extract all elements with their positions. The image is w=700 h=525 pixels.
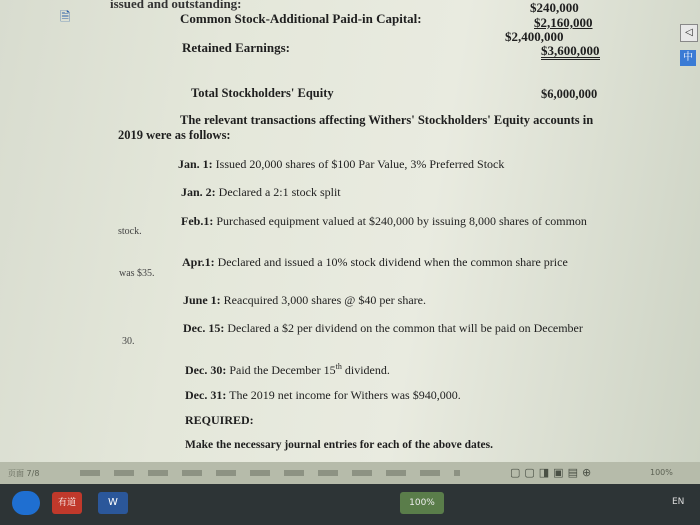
top-amount: $240,000 bbox=[530, 0, 579, 15]
transaction-item bbox=[185, 362, 390, 378]
transaction-date: Apr.1: bbox=[182, 255, 215, 269]
transaction-text: Purchased equipment valued at $240,000 by issuing 8,000 shares of common bbox=[216, 214, 587, 228]
transaction-item bbox=[181, 185, 341, 200]
youdao-app-button[interactable] bbox=[52, 492, 82, 514]
input-method-icon[interactable]: 中 bbox=[680, 50, 696, 66]
transaction-text: Issued 20,000 shares of $100 Par Value, 3% Preferred Stock bbox=[215, 157, 505, 171]
transaction-item bbox=[182, 255, 568, 270]
transaction-date: Dec. 30: bbox=[185, 363, 227, 377]
start-button[interactable] bbox=[12, 491, 40, 515]
zoom-badge-label: 100% bbox=[409, 498, 435, 508]
transaction-item bbox=[181, 214, 587, 229]
ordinal-suffix: th bbox=[335, 362, 342, 371]
retained-earnings-amount: $3,600,000 bbox=[541, 43, 600, 58]
page-indicator[interactable]: 页面 7/8 bbox=[8, 469, 40, 478]
transaction-continuation: stock. bbox=[118, 226, 142, 237]
intro-line-2: 2019 were as follows: bbox=[118, 128, 231, 142]
total-equity-amount: $6,000,000 bbox=[541, 87, 598, 101]
scroll-right-icon[interactable]: ◁ bbox=[680, 24, 698, 42]
issued-outstanding-label: issued and outstanding: bbox=[110, 0, 242, 11]
transaction-date: Dec. 15: bbox=[183, 321, 225, 335]
transaction-text: Reacquired 3,000 shares @ $40 per share. bbox=[223, 293, 426, 307]
transaction-text-end: dividend. bbox=[341, 363, 390, 377]
youdao-label: 有道 bbox=[57, 498, 76, 508]
transaction-item bbox=[183, 321, 583, 336]
required-instruction: Make the necessary journal entries for each of the above dates. bbox=[185, 439, 493, 451]
transaction-text: Paid the December 15 bbox=[229, 363, 336, 377]
zoom-level[interactable]: 100% bbox=[650, 468, 673, 477]
word-app-button[interactable]: W bbox=[98, 492, 128, 514]
transaction-date: Jan. 2: bbox=[181, 185, 216, 199]
total-equity-label: Total Stockholders' Equity bbox=[191, 86, 334, 100]
transaction-date: Jan. 1: bbox=[178, 157, 213, 171]
required-heading: REQUIRED: bbox=[185, 413, 254, 427]
retained-earnings-label: Retained Earnings: bbox=[182, 40, 290, 55]
taskbar-zoom-badge[interactable] bbox=[400, 492, 444, 514]
language-indicator[interactable]: EN bbox=[672, 497, 685, 507]
transaction-item bbox=[185, 388, 461, 403]
transaction-date: June 1: bbox=[183, 293, 221, 307]
document-icon[interactable]: 🗎 bbox=[60, 10, 71, 25]
transaction-text: Declared a 2:1 stock split bbox=[218, 185, 341, 199]
common-stock-amount: $2,160,000 bbox=[534, 15, 593, 30]
transaction-continuation: 30. bbox=[122, 336, 135, 347]
transaction-date: Feb.1: bbox=[181, 214, 214, 228]
transaction-text: Declared a $2 per dividend on the common that will be paid on December bbox=[227, 321, 583, 335]
editor-status-bar bbox=[0, 462, 700, 484]
transaction-item bbox=[178, 157, 504, 172]
contributed-capital-subtotal: $2,400,000 bbox=[505, 29, 564, 44]
transaction-continuation: was $35. bbox=[119, 268, 155, 279]
common-stock-apic-label: Common Stock-Additional Paid-in Capital: bbox=[180, 11, 422, 26]
transaction-text: The 2019 net income for Withers was $940,000. bbox=[229, 388, 461, 402]
status-bar-fields bbox=[80, 470, 460, 476]
view-mode-icons[interactable]: ▢▢◨▣▤⊕ bbox=[510, 466, 596, 479]
transaction-text: Declared and issued a 10% stock dividend when the common share price bbox=[217, 255, 568, 269]
taskbar bbox=[0, 484, 700, 525]
transaction-date: Dec. 31: bbox=[185, 388, 227, 402]
intro-line-1: The relevant transactions affecting Withers' Stockholders' Equity accounts in bbox=[180, 113, 594, 127]
transaction-item bbox=[183, 293, 426, 308]
